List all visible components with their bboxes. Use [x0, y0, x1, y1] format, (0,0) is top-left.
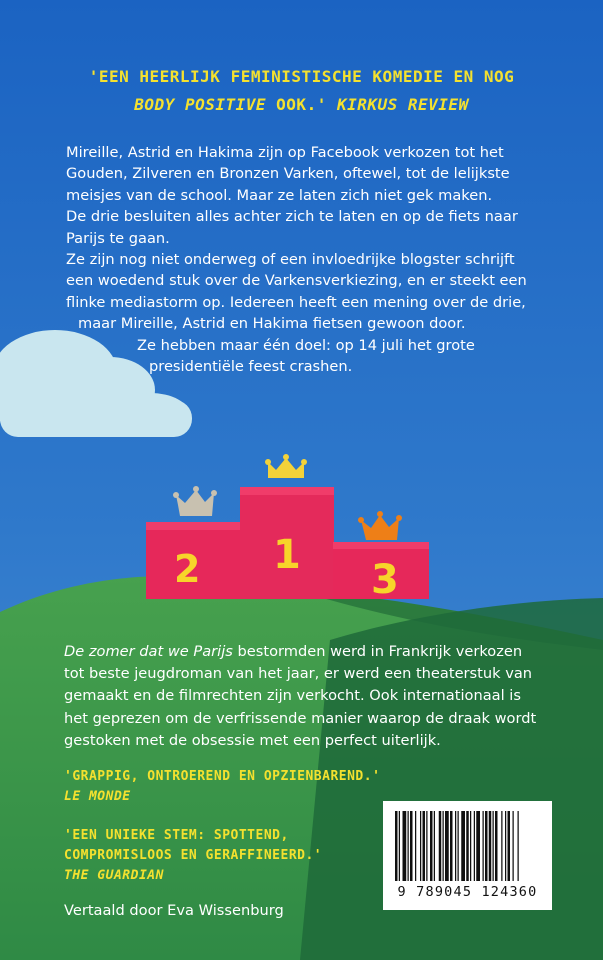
blurb-line: flinke mediastorm op. Iedereen heeft een mening over de drie,: [66, 293, 526, 311]
review-source: THE GUARDIAN: [64, 868, 164, 883]
blurb: [66, 142, 566, 377]
about-line: gestoken met de obsessie met een perfect uiterlijk.: [64, 731, 441, 749]
podium-number-2: 2: [174, 547, 201, 591]
about-paragraph: [64, 641, 574, 752]
blurb-line: een woedend stuk over de Varkensverkiezing, en er steekt een: [66, 272, 527, 290]
review-text: COMPROMISLOOS EN GERAFFINEERD.': [64, 848, 323, 863]
review-text: 'GRAPPIG, ONTROEREND EN OPZIENBAREND.': [64, 769, 381, 784]
blurb-line: maar Mireille, Astrid en Hakima fietsen gewoon door.: [78, 315, 466, 333]
review-le-monde: [64, 767, 380, 807]
blurb-line: presidentiële feest crashen.: [149, 358, 353, 376]
podium-number-3: 3: [371, 557, 399, 603]
about-line: [64, 641, 574, 663]
review-guardian: [64, 826, 322, 886]
blurb-line: Mireille, Astrid en Hakima zijn op Facebook verkozen tot het: [66, 144, 504, 161]
blurb-line: Parijs te gaan.: [66, 229, 170, 247]
top-quote-source: KIRKUS REVIEW: [336, 95, 469, 114]
top-quote-mid: OOK.': [266, 95, 337, 114]
barcode-digits: 9 789045 124360: [397, 884, 538, 900]
top-quote: [30, 63, 573, 119]
blurb-line: De drie besluiten alles achter zich te laten en op de fiets naar: [66, 208, 518, 226]
top-quote-line2: [30, 91, 573, 119]
barcode: [383, 801, 552, 910]
blurb-line: Ze hebben maar één doel: op 14 juli het grote: [137, 336, 475, 354]
about-line: gemaakt en de filmrechten zijn verkocht. Ook internationaal is: [64, 687, 521, 705]
review-text: 'EEN UNIEKE STEM: SPOTTEND,: [64, 828, 289, 843]
blurb-line: Ze zijn nog niet onderweg of een invloedrijke blogster schrijft: [66, 251, 515, 269]
top-quote-italic: BODY POSITIVE: [134, 95, 267, 114]
top-quote-line1: 'EEN HEERLIJK FEMINISTISCHE KOMEDIE EN NOG: [88, 67, 515, 86]
about-line1-rest: bestormden werd in Frankrijk verkozen: [232, 643, 523, 660]
translator-credit: Vertaald door Eva Wissenburg: [64, 902, 284, 919]
review-source: LE MONDE: [64, 789, 131, 804]
blurb-line: meisjes van de school. Maar ze laten zich niet gek maken.: [66, 186, 493, 204]
blurb-line: Gouden, Zilveren en Bronzen Varken, oftewel, tot de lelijkste: [66, 165, 510, 183]
about-line: tot beste jeugdroman van het jaar, er werd een theaterstuk van: [64, 665, 533, 683]
podium-number-1: 1: [273, 532, 301, 578]
book-title: De zomer dat we Parijs: [64, 643, 233, 660]
about-line: het geprezen om de verfrissende manier waarop de draak wordt: [64, 709, 537, 727]
